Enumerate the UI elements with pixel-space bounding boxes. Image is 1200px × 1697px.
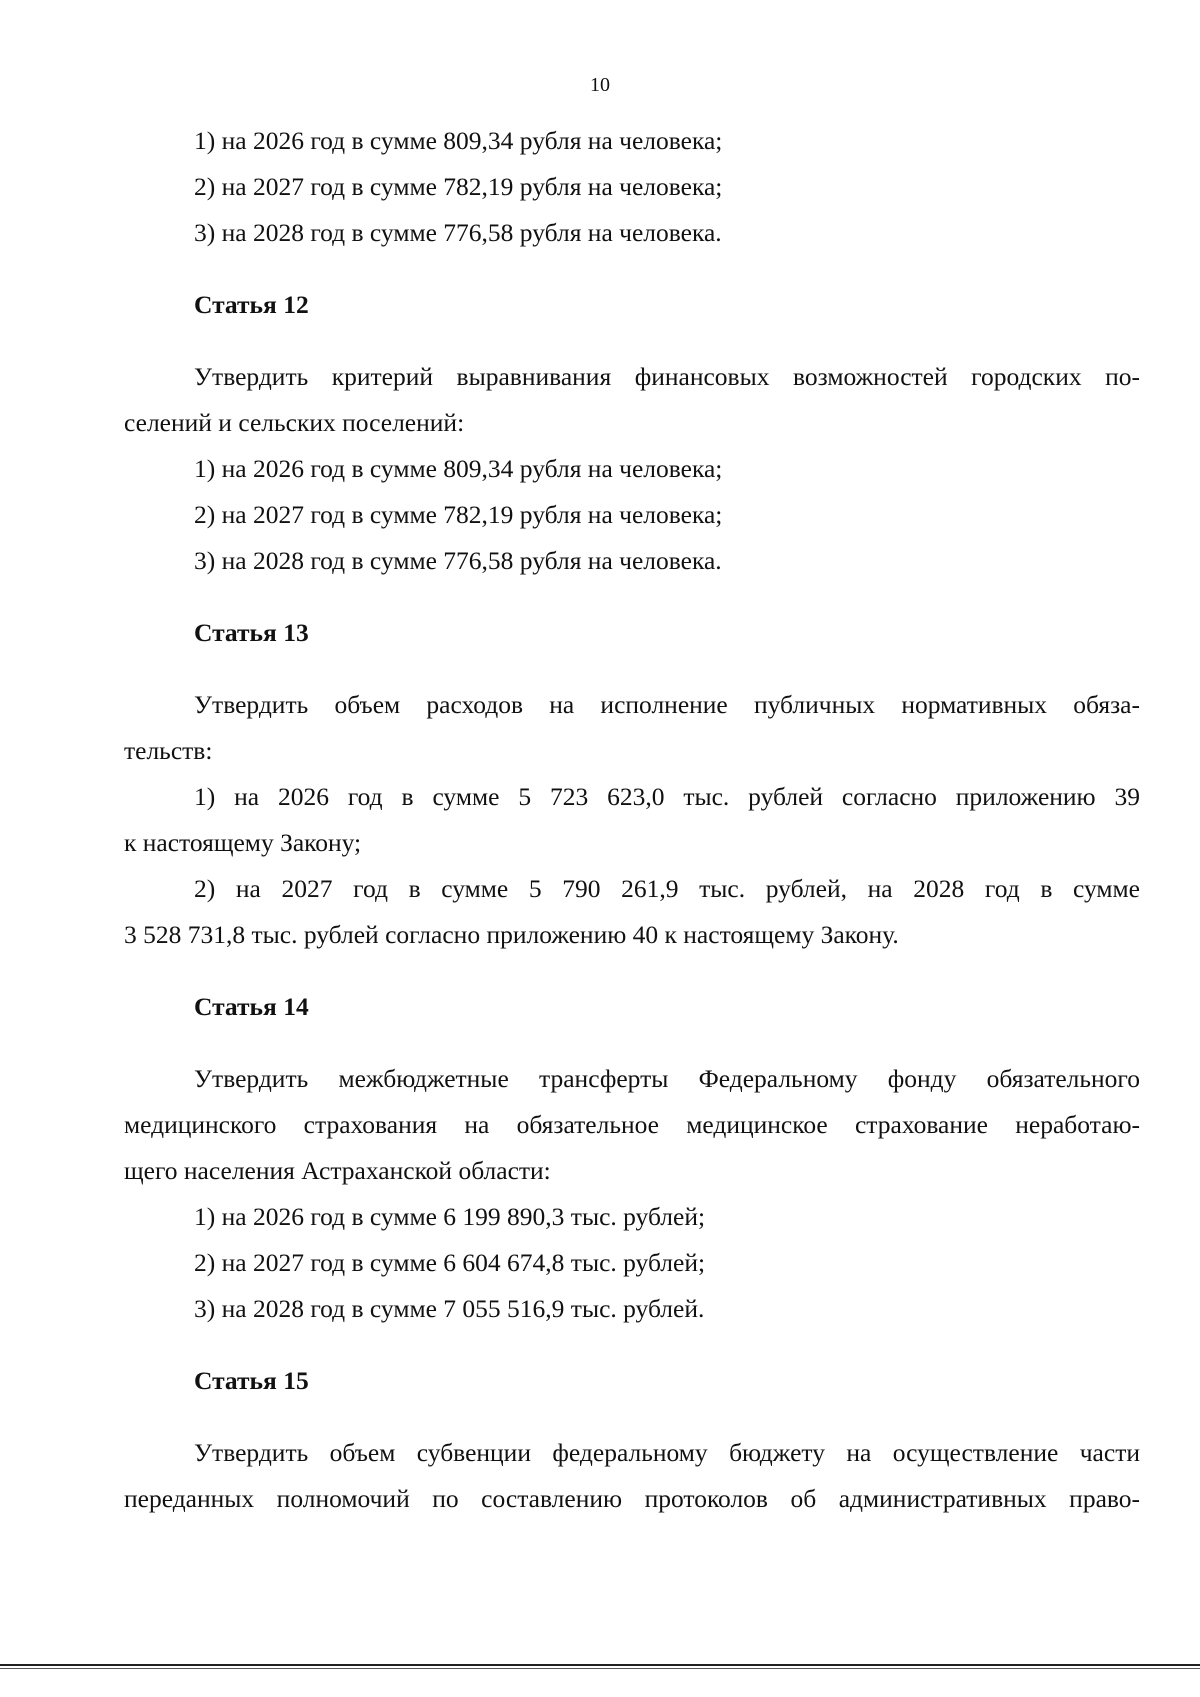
list-item: 1) на 2026 год в сумме 809,34 рубля на человека; <box>194 126 723 155</box>
page-bottom-rule <box>0 1664 1200 1666</box>
paragraph-line: тельств: <box>124 736 213 765</box>
page-number: 10 <box>590 74 610 96</box>
list-item: 2) на 2027 год в сумме 782,19 рубля на человека; <box>194 500 723 529</box>
paragraph-line: 3 528 731,8 тыс. рублей согласно приложению 40 к настоящему Закону. <box>124 920 899 949</box>
paragraph-line: Утвердить объем расходов на исполнение публичных нормативных обяза- <box>194 690 1140 719</box>
paragraph-line: щего населения Астраханской области: <box>124 1156 551 1185</box>
list-item: 3) на 2028 год в сумме 776,58 рубля на человека. <box>194 218 722 247</box>
paragraph-line: селений и сельских поселений: <box>124 408 465 437</box>
article-heading-14: Статья 14 <box>194 992 309 1021</box>
list-item: 3) на 2028 год в сумме 776,58 рубля на человека. <box>194 546 722 575</box>
paragraph-line: переданных полномочий по составлению протоколов об административных право- <box>124 1484 1140 1513</box>
list-item: 2) на 2027 год в сумме 782,19 рубля на человека; <box>194 172 723 201</box>
paragraph-line: Утвердить критерий выравнивания финансовых возможностей городских по- <box>194 362 1140 391</box>
article-heading-15: Статья 15 <box>194 1366 309 1395</box>
paragraph-line: к настоящему Закону; <box>124 828 362 857</box>
list-item: 2) на 2027 год в сумме 6 604 674,8 тыс. рублей; <box>194 1248 706 1277</box>
paragraph-line: Утвердить межбюджетные трансферты Федеральному фонду обязательного <box>194 1064 1140 1093</box>
list-item: 1) на 2026 год в сумме 5 723 623,0 тыс. рублей согласно приложению 39 <box>194 782 1140 811</box>
paragraph-line: медицинского страхования на обязательное медицинское страхование неработаю- <box>124 1110 1140 1139</box>
document-body <box>124 118 1140 1522</box>
list-item: 2) на 2027 год в сумме 5 790 261,9 тыс. рублей, на 2028 год в сумме <box>194 874 1140 903</box>
paragraph-line: Утвердить объем субвенции федеральному бюджету на осуществление части <box>194 1438 1140 1467</box>
list-item: 1) на 2026 год в сумме 809,34 рубля на человека; <box>194 454 723 483</box>
article-heading-12: Статья 12 <box>194 290 309 319</box>
page-bottom-rule-secondary <box>0 1668 1200 1669</box>
list-item: 1) на 2026 год в сумме 6 199 890,3 тыс. рублей; <box>194 1202 706 1231</box>
article-heading-13: Статья 13 <box>194 618 309 647</box>
list-item: 3) на 2028 год в сумме 7 055 516,9 тыс. рублей. <box>194 1294 705 1323</box>
